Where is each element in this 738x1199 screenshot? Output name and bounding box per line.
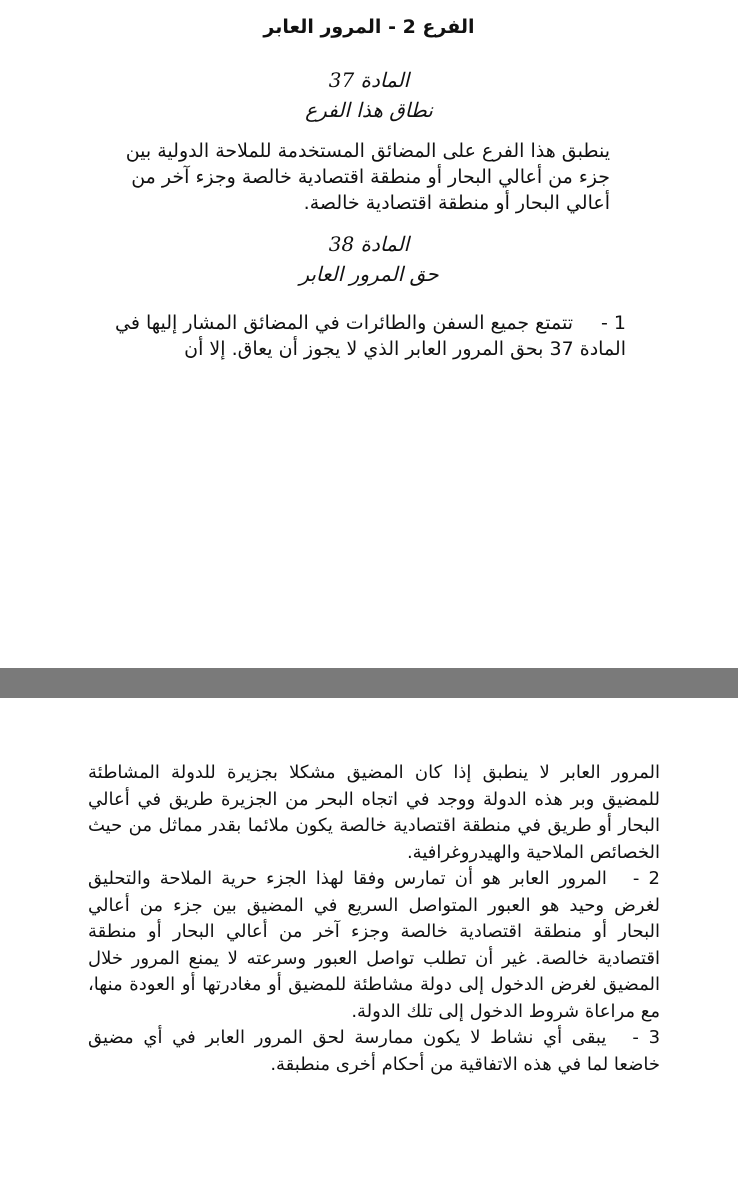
article-37-text: ينطبق هذا الفرع على المضائق المستخدمة للملاحة الدولية بين جزء من أعالي البحار أو منطقة اقتصادية خالصة وجزء آخر من أعالي البحار أو منطقة اقتصادية خالصة. <box>125 140 610 214</box>
paragraph-text: المرور العابر هو أن تمارس وفقا لهذا الجزء حرية الملاحة والتحليق لغرض وحيد هو العبور المتواصل السريع في المضيق بين جزء من أعالي البحار أو منطقة اقتصادية خالصة وجزء آخر من أعالي البحار أو منطقة اقتصادية خالصة. غير أن تطلب تواصل العبور وسرعته لا يمنع المرور خلال المضيق لغرض الدخول إلى دولة مشاطئة للمضيق أو مغادرتها أو العودة منها، مع مراعاة شروط الدخول إلى تلك الدولة. <box>88 868 660 1022</box>
paragraph-text: يبقى أي نشاط لا يكون ممارسة لحق المرور العابر في أي مضيق خاضعا لما في هذه الاتفاقية من أحكام أخرى منطبقة. <box>88 1027 660 1075</box>
article-37-title: نطاق هذا الفرع <box>305 98 433 122</box>
article-38-number: المادة 38 <box>328 232 410 256</box>
section-title: الفرع 2 - المرور العابر <box>263 16 475 38</box>
page-separator <box>0 668 738 698</box>
document-page-bottom <box>0 698 738 1199</box>
article-38-paragraph-3 <box>88 1025 660 1078</box>
article-38-paragraph-1 <box>106 310 626 362</box>
article-38-title: حق المرور العابر <box>299 262 439 286</box>
article-37-number: المادة 37 <box>328 68 410 92</box>
paragraph-text: تتمتع جميع السفن والطائرات في المضائق المشار إليها في المادة 37 بحق المرور العابر الذي لا يجوز أن يعاق. إلا أن <box>115 312 626 360</box>
paragraph-number: 2 - <box>632 868 660 889</box>
article-38-continued <box>88 760 660 1078</box>
article-38-paragraph-2 <box>88 866 660 1025</box>
paragraph-number: 3 - <box>632 1027 661 1048</box>
paragraph-1-continuation: المرور العابر لا ينطبق إذا كان المضيق مشكلا بجزيرة للدولة المشاطئة للمضيق وبر هذه الدولة ووجد في اتجاه البحر من الجزيرة طريق في أعالي البحار أو طريق في منطقة اقتصادية خالصة يكون ملائما بقدر مماثل من حيث الخصائص الملاحية والهيدروغرافية. <box>88 762 660 863</box>
paragraph-number: 1 - <box>601 312 626 334</box>
